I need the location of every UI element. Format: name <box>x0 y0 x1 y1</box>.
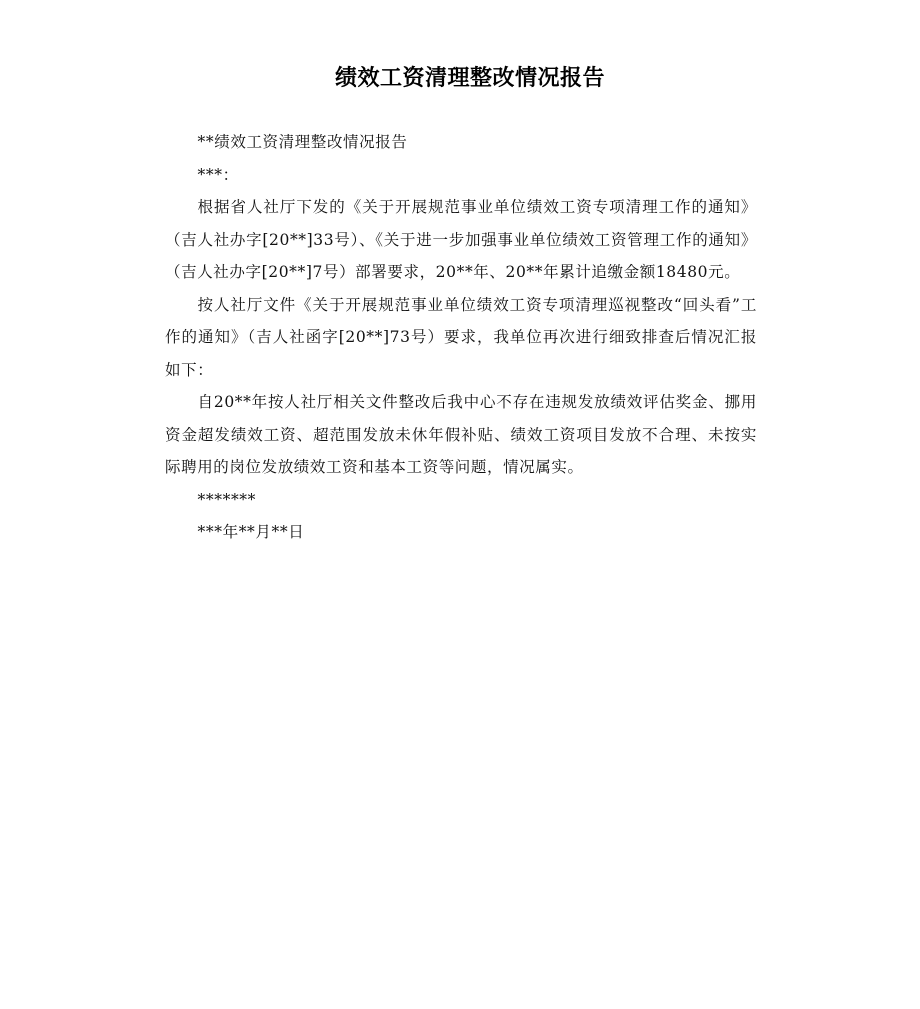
paragraph-background: 根据省人社厅下发的《关于开展规范事业单位绩效工资专项清理工作的通知》（吉人社办字[20**]33号）、《关于进一步加强事业单位绩效工资管理工作的通知》（吉人社办字[20**]7号）部署要求，20**年、20**年累计追缴金额18480元。 <box>165 198 757 281</box>
document-body <box>165 126 757 549</box>
date-line: ***年**月**日 <box>197 523 305 541</box>
salutation: ***： <box>197 165 239 184</box>
report-heading-line: **绩效工资清理整改情况报告 <box>197 133 408 151</box>
document-title: 绩效工资清理整改情况报告 <box>334 66 605 91</box>
paragraph-requirement: 按人社厅文件《关于开展规范事业单位绩效工资专项清理巡视整改“回头看”工作的通知》（吉人社函字[20**]73号）要求，我单位再次进行细致排查后情况汇报如下： <box>165 295 757 379</box>
signature-line: ******* <box>197 490 256 509</box>
paragraph-findings: 自20**年按人社厅相关文件整改后我中心不存在违规发放绩效评估奖金、挪用资金超发绩效工资、超范围发放未休年假补贴、绩效工资项目发放不合理、未按实际聘用的岗位发放绩效工资和基本工资等问题，情况属实。 <box>165 393 757 476</box>
